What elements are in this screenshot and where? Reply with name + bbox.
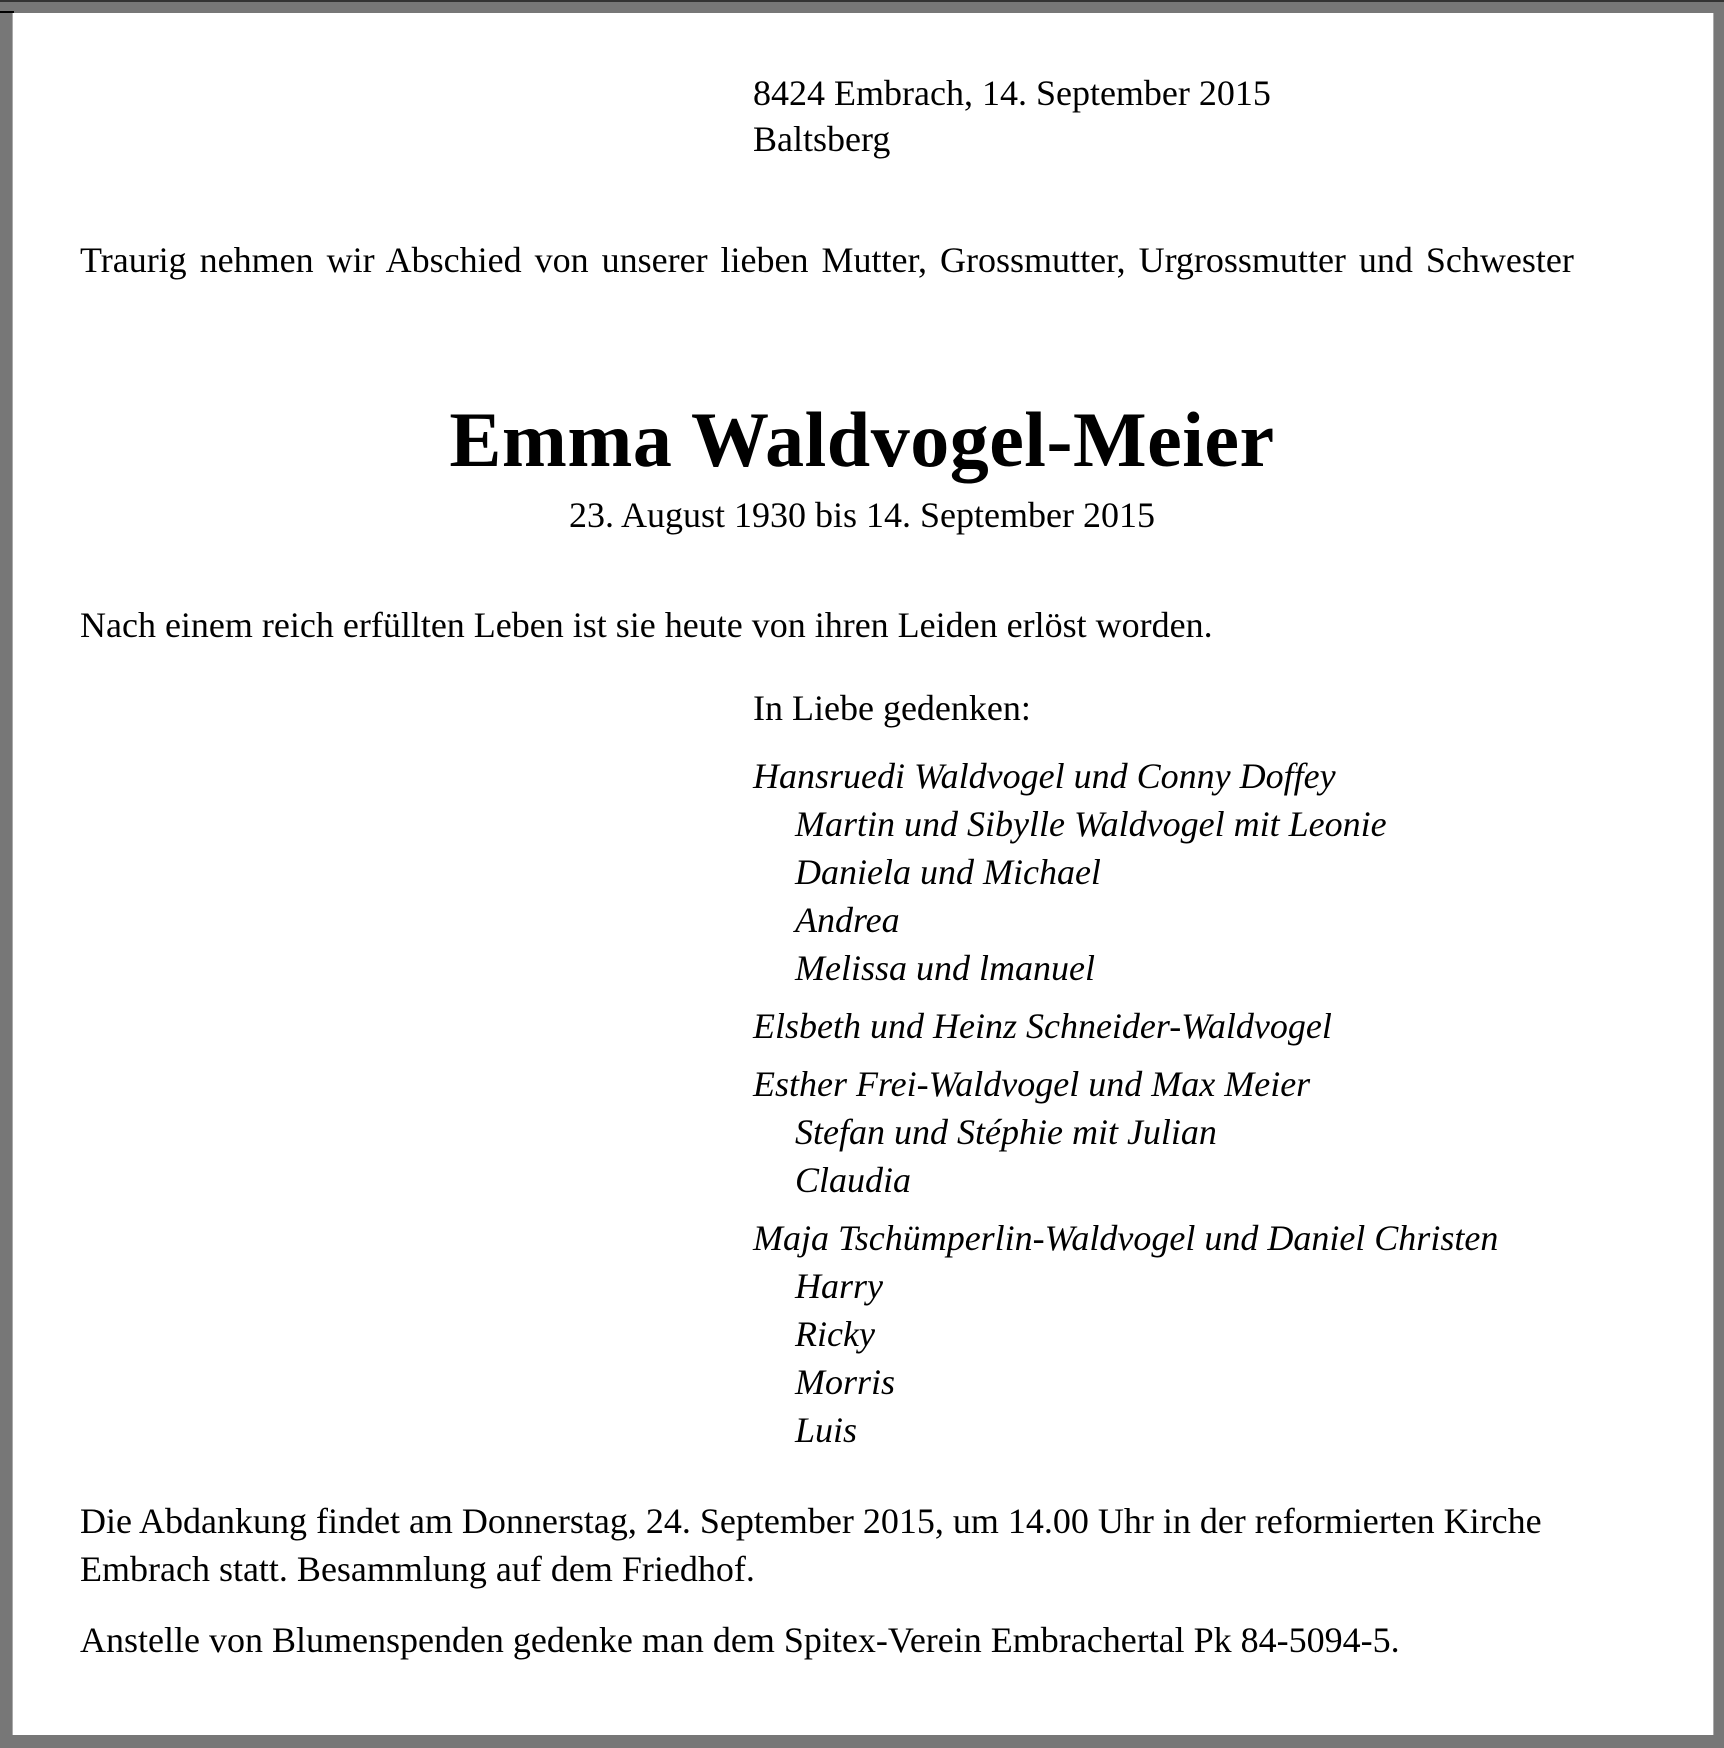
mourner-member: Daniela und Michael (795, 852, 1101, 892)
mourner-group (753, 1060, 1498, 1204)
mourners-list (753, 752, 1498, 1464)
ceremony-text: Die Abdankung findet am Donnerstag, 24. September 2015, um 14.00 Uhr in der reformierten Kirche Embrach statt. Besammlung auf dem Friedhof. (80, 1501, 1542, 1589)
window-top-border (0, 0, 1724, 2)
mourner-member: Stefan und Stéphie mit Julian (795, 1112, 1217, 1152)
mourner-group-head: Hansruedi Waldvogel und Conny Doffey (753, 756, 1336, 796)
mourners-heading: In Liebe gedenken: (753, 688, 1031, 728)
donation-text: Anstelle von Blumenspenden gedenke man dem Spitex-Verein Embrachertal Pk 84-5094-5. (80, 1620, 1400, 1660)
mourner-group (753, 1002, 1498, 1050)
mourner-group-head: Esther Frei-Waldvogel und Max Meier (753, 1064, 1311, 1104)
life-dates: 23. August 1930 bis 14. September 2015 (569, 495, 1155, 535)
mourner-member: Morris (795, 1362, 896, 1402)
locality: Baltsberg (753, 119, 891, 159)
mourner-member: Melissa und lmanuel (795, 948, 1095, 988)
mourner-member: Ricky (795, 1314, 875, 1354)
address-block (753, 70, 1271, 162)
mourner-member: Andrea (795, 900, 900, 940)
mourner-group (753, 1214, 1498, 1454)
deceased-name: Emma Waldvogel-Meier (449, 396, 1275, 483)
mourner-member: Luis (795, 1410, 858, 1450)
mourner-member: Claudia (795, 1160, 912, 1200)
place-date: 8424 Embrach, 14. September 2015 (753, 73, 1271, 113)
intro-text: Traurig nehmen wir Abschied von unserer lieben Mutter, Grossmutter, Urgrossmutter und Schwester (80, 240, 1574, 280)
mourner-group-head: Maja Tschümperlin-Waldvogel und Daniel Christen (753, 1218, 1499, 1258)
mourner-group-head: Elsbeth und Heinz Schneider-Waldvogel (753, 1006, 1332, 1046)
mourner-member: Martin und Sibylle Waldvogel mit Leonie (795, 804, 1387, 844)
statement-text: Nach einem reich erfüllten Leben ist sie heute von ihren Leiden erlöst worden. (80, 605, 1213, 645)
mourner-member: Harry (795, 1266, 883, 1306)
mourner-group (753, 752, 1498, 992)
